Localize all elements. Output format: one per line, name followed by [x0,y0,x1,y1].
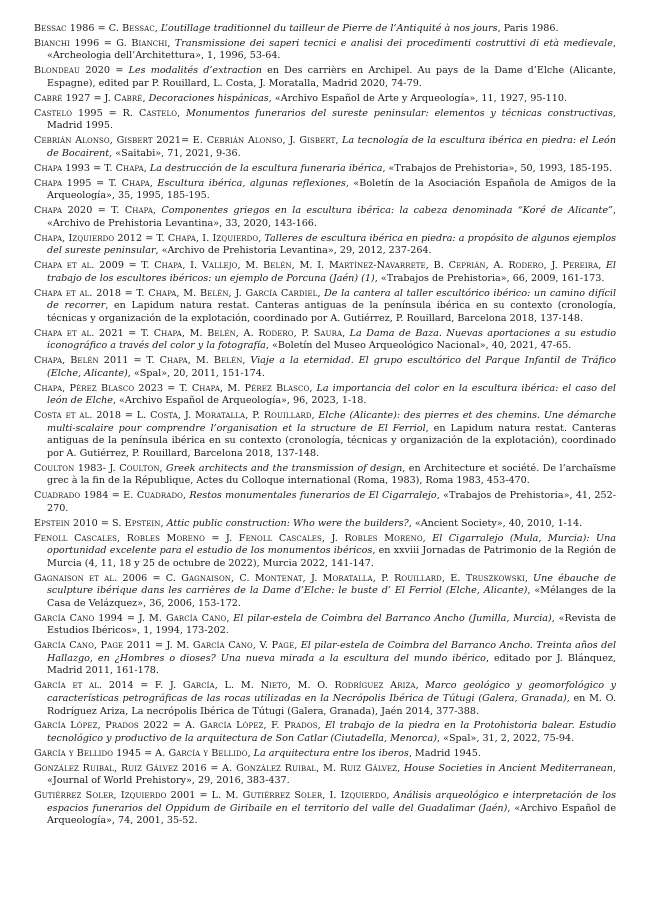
bibliography-entry [34,533,616,571]
entry-comma: , [422,532,433,544]
entry-title: El pilar-estela de Coimbra del Barranco Ancho (Jumilla, Murcia) [233,612,552,624]
bibliography-entry [34,748,616,761]
entry-title: Escultura ibérica, algunas reflexiones [157,177,346,189]
entry-authors: C. Gagnaison, C. Montenat, J. Moratalla, P. Rouillard, E. Truszkowski [165,572,525,584]
entry-title: Elche (Alicante): des pierres et des chemins. Une démarche multi-scalaire pour comprendre l’organisation et la structure de El Ferriol [47,410,616,434]
entry-rest: , «Ancient Society», 40, 2010, 1-14. [408,517,583,529]
entry-key: Cebrián Alonso, Gisbert 2021 [34,135,182,147]
entry-authors: T. Chapa [111,205,153,217]
entry-authors: T. Chapa [104,162,144,174]
entry-rest: , «Revista de Estudios Ibéricos», 1, 1994, 173-202. [47,612,617,637]
entry-key: Coulton 1983 [34,462,103,474]
entry-rest: , «Trabajos de Prehistoria», 41, 252-270. [47,490,616,514]
entry-separator: = [181,135,193,147]
entry-rest: , «Archivo de Prehistoria Levantina», 29, 2012, 237-264. [155,245,432,257]
entry-separator: = [102,107,123,119]
entry-separator: = [124,260,142,272]
entry-key: Gagnaison et al. 2006 [34,572,148,584]
entry-key: Fenoll Cascales, Robles Moreno [34,532,205,544]
entry-comma: , [143,162,150,174]
entry-key: Chapa et al. 2018 [34,287,122,299]
entry-authors: T. Chapa, M. Pérez Blasco [179,382,310,394]
entry-key: Gutiérrez Soler, Izquierdo 2001 [34,790,196,802]
entry-comma: , [598,260,606,272]
entry-comma: , [317,720,326,732]
entry-title: Attic public construction: Who were the builders? [166,517,409,529]
entry-rest: , «Mélanges de la Casa de Velázquez», 36, 2006, 153-172. [47,585,616,609]
entry-comma: , [258,232,265,244]
entry-comma: , [152,205,162,217]
bibliography-entry [34,463,616,488]
entry-authors: G. Bianchi [116,37,168,49]
entry-title: Viaje a la eternidad. El grupo escultórico del Parque Infantil de Tráfico (Elche, Alicante) [47,355,616,379]
entry-separator: = [90,92,105,104]
entry-rest: , «Archivo Español de Arqueología», 74, 2001, 35-52. [47,802,617,827]
entry-title: La arquitectura entre los iberos [253,747,409,759]
bibliography-entry [34,383,616,408]
entry-authors: T. Chapa [108,177,150,189]
entry-key: Chapa 2020 [34,205,93,217]
entry-rest: , «Archeologia dell’Architettura», 1, 1996, 53-64. [47,37,616,62]
entry-separator: = [94,23,109,34]
entry-separator: = [168,720,186,732]
entry-authors: T. Chapa, I. Izquierdo [156,232,259,244]
entry-comma: , [317,287,325,299]
entry-title: Decoraciones hispánicas [148,92,269,104]
entry-rest: , editado por J. Blánquez, Madrid 2011, 161-178. [47,652,616,677]
entry-key: Chapa et al. 2021 [34,327,124,339]
entry-title: El Cigarralejo (Mula, Murcia): Una oportunidad excelente para el estudio de los monumentos ibéricos [47,532,617,557]
entry-separator: = [90,162,105,174]
bibliography-entry [34,108,616,133]
entry-comma: , [309,382,317,394]
entry-authors: J. Coulton [109,462,160,474]
entry-key: Costa et al. 2018 [34,410,122,422]
bibliography-entry [34,640,616,678]
entry-comma: , [177,107,186,119]
entry-key: Cabré 1927 [34,92,91,104]
entry-rest: , «Saitabi», 71, 2021, 9-36. [109,147,241,159]
entry-rest: , «Archivo de Prehistoria Levantina», 33, 2020, 143-166. [47,205,616,229]
bibliography-entry [34,720,616,745]
entry-comma: , [159,462,167,474]
entry-key: García Cano, Page 2011 [34,640,152,652]
entry-authors: A. García López, F. Prados [185,720,318,732]
entry-title: Transmissione dei saperi tecnici e analisi dei procedimenti costruttivi di età medievale [174,37,613,49]
entry-comma: , [242,355,251,367]
entry-title: Marco geológico y geomorfológico y características petrográficas de las rocas utilizadas en la Necrópolis Ibérica de Tútugi (Galera, Granada) [47,680,616,704]
entry-comma: , [294,640,301,652]
bibliography-entry [34,288,616,326]
entry-separator: = [121,287,137,299]
entry-separator: = [204,532,226,544]
entry-rest: , «Boletín del Museo Arqueológico Nacional», 40, 2021, 47-65. [265,340,572,352]
entry-authors: S. Epstein [111,517,161,529]
entry-authors: L. Costa, J. Moratalla, P. Rouillard [136,410,312,422]
bibliography-entry [34,790,616,828]
entry-rest: , «Journal of World Prehistory», 29, 2016, 383-437. [47,762,616,787]
entry-key: García y Bellido 1945 [34,747,142,759]
bibliography-entry [34,233,616,258]
entry-key: Epstein 2010 [34,517,98,529]
entry-separator: = [206,762,223,774]
entry-title: La tecnología de la escultura ibérica en piedra: el León de Bocairent [47,135,616,159]
entry-title: Restos monumentales funerarios de El Cigarralejo [189,490,437,502]
entry-key: Cuadrado 1984 [34,490,109,502]
bibliography-entry [34,163,616,176]
entry-comma: , [183,490,190,502]
bibliography-entry [34,680,616,718]
entry-rest: , Madrid 1995. [47,107,616,132]
entry-key: García López, Prados 2022 [34,720,169,732]
entry-key: Chapa 1995 [34,177,92,189]
bibliography-entry [34,135,616,160]
entry-title: Une ébauche de sculpture ibérique dans les carrières de la Dame d’Elche: le buste d’ El Ferriol (Elche, Alicante) [47,572,616,597]
entry-separator: = [163,382,180,394]
entry-key: Chapa, Izquierdo 2012 [34,232,143,244]
entry-separator: = [97,517,112,529]
bibliography-entry [34,38,616,63]
entry-authors: T. Chapa, M. Belén, A. Rodero, P. Saura [140,327,343,339]
entry-key: Blondeau 2020 [34,65,111,77]
entry-comma: , [167,37,175,49]
bibliography-entry [34,518,616,531]
entry-comma: , [342,327,350,339]
entry-separator: = [128,355,147,367]
bibliography-entry [34,23,616,36]
entry-comma: , [142,92,149,104]
entry-authors: J. Cabré [104,92,143,104]
bibliography-entry [34,410,616,460]
entry-key: Bessac 1986 [34,23,95,34]
entry-separator: = [92,205,112,217]
entry-comma: , [397,762,404,774]
entry-title: La importancia del color en la escultura ibérica: el caso del león de Elche [47,382,616,407]
entry-rest: , «Spal», 31, 2, 2022, 75-94. [437,733,575,744]
entry-rest: , en Lapidum natura restat. Canteras antiguas de la península ibérica en su contexto (cronología, técnicas y organización de la explotación, coordinado por A. Gutiérrez, P. Rouillard, Barcelona 2018, 137-148. [47,300,616,324]
entry-key: García et al. 2014 [34,680,134,692]
entry-rest: , en Lapidum natura restat. Canteras antiguas de la península ibérica en su contexto (cronología, técnicas y organización de la explotación), coordinado por A. Gutiérrez, P. Rouillard, Barcelona 2018, 137-148. [47,422,616,459]
entry-separator: = [151,640,167,652]
entry-title: La Dama de Baza. Nuevas aportaciones a su estudio iconográfico a través del color y la fotografía [47,327,617,352]
entry-separator: = [123,327,141,339]
entry-key: Chapa et al. 2009 [34,260,125,272]
entry-separator: = [110,65,129,77]
entry-rest: , en Architecture et société. De l’archaïsme grec à la fin de la République, Actes du Colloque international (Roma, 1983), Roma 1983, 453-470. [47,462,616,487]
entry-rest: , «Trabajos de Prehistoria», 50, 1993, 185-195. [382,162,613,174]
entry-title: House Societies in Ancient Mediterranean [403,762,613,774]
entry-authors: T. Chapa, M. Belén [146,355,243,367]
entry-key: González Ruibal, Ruiz Gálvez 2016 [34,762,207,774]
entry-authors: L. M. Gutiérrez Soler, I. Izquierdo [211,790,387,802]
entry-separator: = [123,612,139,624]
entry-rest: , en M. O. Rodríguez Ariza, La necrópolis Ibérica de Tútugi (Galera, Granada), Jaén 2014, 377-388. [47,692,617,717]
bibliography-page [34,23,616,830]
entry-separator: = [147,572,166,584]
entry-separator: = [99,37,117,49]
bibliography-entry [34,355,616,380]
entry-authors: E. Cuadrado [123,490,183,502]
entry-authors: C. Bessac [108,23,155,34]
entry-authors: R. Castelo [122,107,178,119]
entry-separator: - [102,462,110,474]
entry-key: García Cano 1994 [34,612,124,624]
bibliography-entry [34,763,616,788]
entry-comma: , [226,612,234,624]
entry-separator: = [133,680,155,692]
entry-comma: , [149,177,158,189]
entry-rest: , «Archivo Español de Arte y Arqueología», 11, 1927, 95-110. [268,92,568,104]
entry-comma: , [524,572,534,584]
entry-separator: = [141,747,156,759]
entry-rest: , en xxviii Jornadas de Patrimonio de la Región de Murcia (4, 11, 18 y 25 de octubre de 2022), Murcia 2022, 141-147. [47,545,616,569]
entry-title: El trabajo de la piedra en la Protohistoria balear. Estudio tecnológico y productivo de la arquitectura de Son Catlar (Ciutadella, Menorca) [47,720,617,744]
entry-title: Monumentos funerarios del sureste peninsular: elementos y técnicas constructivas [185,107,613,119]
entry-comma: , [415,680,426,692]
entry-rest: en Des carrièrs en Archipel. Au pays de la Dame d’Elche (Alicante, Espagne), edited par P. Rouillard, L. Costa, J. Moratalla, Madrid 2020, 74-79. [47,65,617,89]
entry-title: De la cantera al taller escultórico ibérico: un camino difícil de recorrer [47,287,617,312]
entry-key: Chapa, Belén 2011 [34,355,129,367]
entry-rest: , Madrid 1945. [408,747,481,759]
entry-title: Les modalités d’extraction [128,65,262,77]
entry-rest: , «Boletín de la Asociación Española de Amigos de la Arqueología», 35, 1995, 185-195. [47,177,616,202]
bibliography-entry [34,490,616,515]
entry-title: Greek architects and the transmission of design [166,462,403,474]
entry-authors: J. Fenoll Cascales, J. Robles Moreno [225,532,423,544]
entry-rest: , Paris 1986. [497,23,559,34]
bibliography-entry [34,178,616,203]
bibliography-entry [34,573,616,611]
entry-title: El trabajo de los escultores ibéricos: un ejemplo de Porcuna (Jaén) (1) [47,260,616,284]
entry-comma: , [154,23,161,34]
entry-separator: = [108,490,124,502]
entry-comma: , [160,517,167,529]
entry-comma: , [247,747,254,759]
entry-comma: , [386,790,394,802]
entry-separator: = [91,177,109,189]
entry-title: El pilar-estela de Coimbra del Barranco Ancho. Treinta años del Hallazgo, en ¿Hombres o dioses? Una nueva mirada a la escultura del mundo ibérico [47,640,617,664]
entry-comma: , [335,135,342,147]
entry-rest: , «Spal», 20, 2011, 151-174. [127,367,265,379]
entry-separator: = [195,790,212,802]
entry-title: L’outillage traditionnel du tailleur de Pierre de l’Antiquité à nos jours [160,23,498,34]
bibliography-entry [34,65,616,90]
bibliography-entry [34,613,616,638]
entry-separator: = [121,410,137,422]
entry-authors: J. M. García Cano, V. Page [166,640,295,652]
entry-authors: T. Chapa, I. Vallejo, M. Belén, M. I. Martínez-Navarrete, B. Ceprián, A. Rodero, J. Pereira [141,260,599,272]
entry-authors: E. Cebrián Alonso, J. Gisbert [192,135,336,147]
entry-key: Chapa, Pérez Blasco 2023 [34,382,164,394]
entry-authors: A. González Ruibal, M. Ruiz Gálvez [222,762,398,774]
entry-title: La destrucción de la escultura funeraria ibérica [149,162,383,174]
entry-title: Componentes griegos en la escultura ibérica: la cabeza denominada “Koré de Alicante” [161,205,613,217]
entry-title: Análisis arqueológico e interpretación de los espacios funerarios del Oppidum de Giribaile en el territorio del valle del Guadalimar (Jaén) [47,790,616,814]
entry-key: Chapa 1993 [34,162,91,174]
entry-title: Talleres de escultura ibérica en piedra: a propósito de algunos ejemplos del sureste peninsular [47,232,617,257]
entry-authors: A. García y Bellido [155,747,248,759]
bibliography-entry [34,205,616,230]
entry-authors: J. M. García Cano [138,612,227,624]
entry-separator: = [142,232,157,244]
entry-rest: , «Trabajos de Prehistoria», 66, 2009, 161-173. [374,272,605,284]
entry-rest: , «Archivo Español de Arqueología», 96, 2023, 1-18. [112,395,367,407]
entry-key: Castelo 1995 [34,107,103,119]
entry-authors: T. Chapa, M. Belén, J. García Cardiel [136,287,318,299]
bibliography-entry [34,328,616,353]
entry-authors: F. J. García, L. M. Nieto, M. O. Rodríguez Ariza [154,680,416,692]
bibliography-entry [34,260,616,285]
entry-comma: , [311,410,319,422]
entry-key: Bianchi 1996 [34,37,100,49]
bibliography-entry [34,93,616,106]
